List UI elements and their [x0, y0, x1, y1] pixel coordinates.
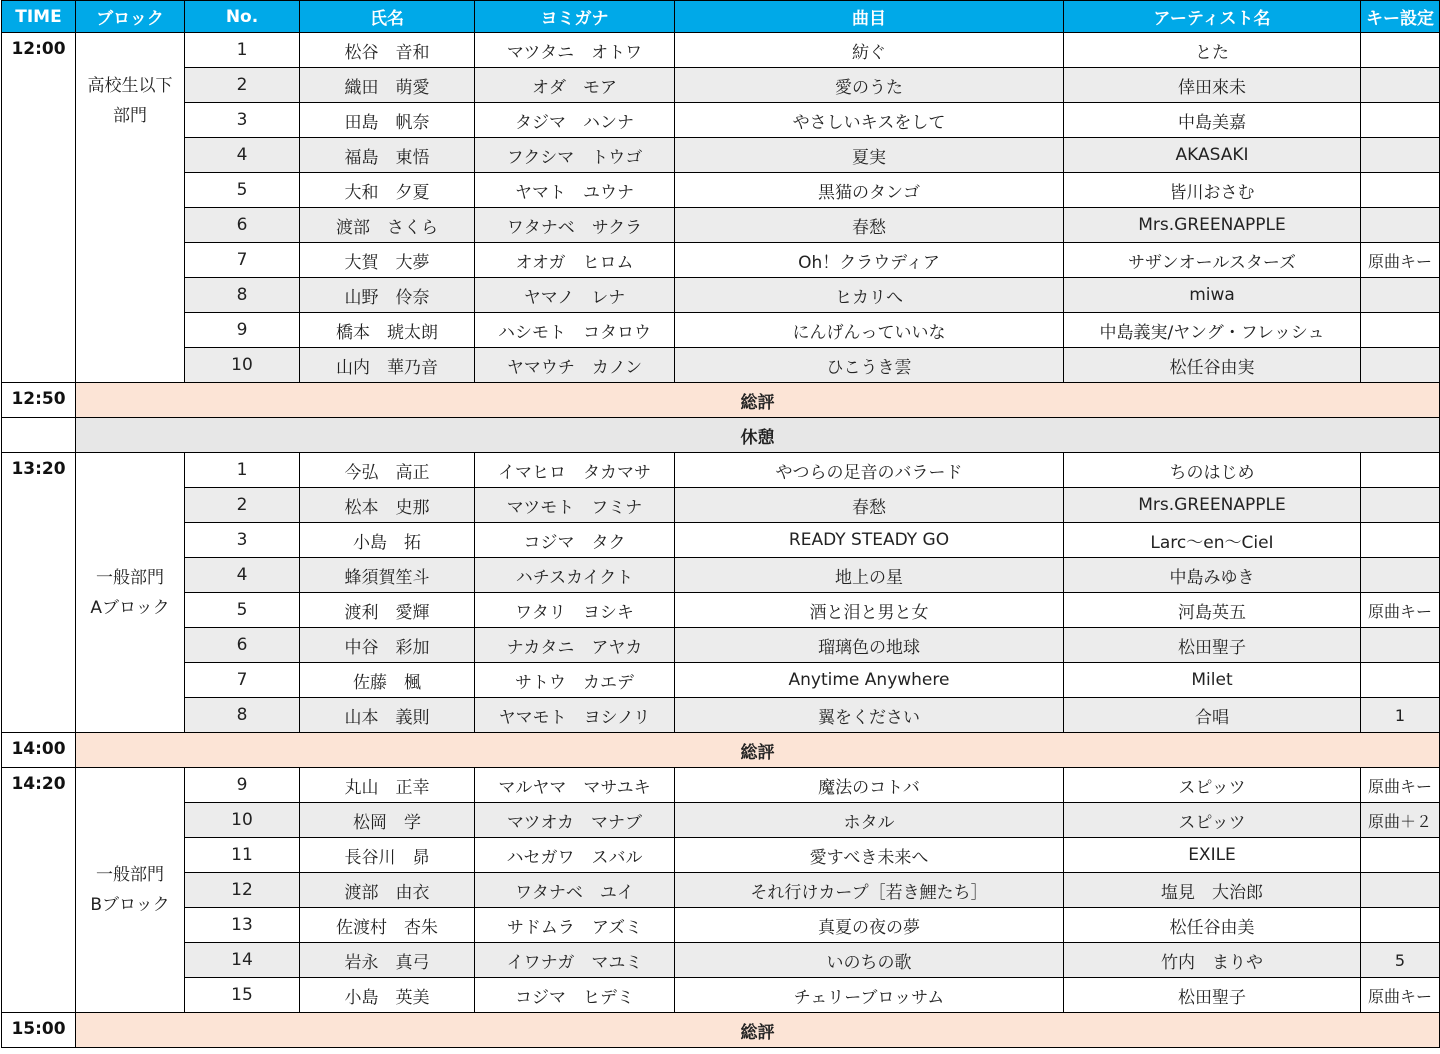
time-cell: 13:20: [2, 453, 76, 733]
song-cell: やつらの足音のバラード: [675, 453, 1064, 488]
table-row: [2, 593, 1440, 628]
kana-cell: フクシマ トウゴ: [475, 138, 675, 173]
key-cell: [1361, 278, 1440, 313]
kana-cell: マツタニ オトワ: [475, 33, 675, 68]
name-cell: 小島 英美: [300, 978, 475, 1013]
table-row: [2, 208, 1440, 243]
song-cell: いのちの歌: [675, 943, 1064, 978]
artist-cell: 中島みゆき: [1064, 558, 1361, 593]
kana-cell: マルヤマ マサユキ: [475, 768, 675, 803]
artist-cell: Larc～en～CieI: [1064, 523, 1361, 558]
key-cell: [1361, 628, 1440, 663]
no-cell: 5: [185, 173, 300, 208]
review-label: 総評: [76, 733, 1440, 768]
song-cell: ホタル: [675, 803, 1064, 838]
no-cell: 5: [185, 593, 300, 628]
song-cell: 黒猫のタンゴ: [675, 173, 1064, 208]
artist-cell: AKASAKI: [1064, 138, 1361, 173]
kana-cell: ワタナベ サクラ: [475, 208, 675, 243]
header-song: 曲目: [675, 1, 1064, 33]
key-cell: [1361, 523, 1440, 558]
name-cell: 山内 華乃音: [300, 348, 475, 383]
table-row: [2, 628, 1440, 663]
key-cell: [1361, 558, 1440, 593]
table-row: [2, 908, 1440, 943]
header-row: [2, 1, 1440, 33]
artist-cell: 松田聖子: [1064, 978, 1361, 1013]
no-cell: 2: [185, 488, 300, 523]
kana-cell: イワナガ マユミ: [475, 943, 675, 978]
kana-cell: タジマ ハンナ: [475, 103, 675, 138]
table-row: [2, 803, 1440, 838]
name-cell: 山野 伶奈: [300, 278, 475, 313]
song-cell: チェリーブロッサム: [675, 978, 1064, 1013]
song-cell: 愛すべき未来へ: [675, 838, 1064, 873]
no-cell: 9: [185, 768, 300, 803]
name-cell: 蜂須賀笙斗: [300, 558, 475, 593]
header-kana: ヨミガナ: [475, 1, 675, 33]
name-cell: 松谷 音和: [300, 33, 475, 68]
no-cell: 10: [185, 348, 300, 383]
block-label-line: 部門: [113, 106, 147, 126]
song-cell: ひこうき雲: [675, 348, 1064, 383]
no-cell: 8: [185, 698, 300, 733]
table-row: [2, 453, 1440, 488]
block-cell: [76, 768, 185, 1013]
kana-cell: ワタリ ヨシキ: [475, 593, 675, 628]
kana-cell: ハシモト コタロウ: [475, 313, 675, 348]
key-cell: 1: [1361, 698, 1440, 733]
song-cell: 春愁: [675, 208, 1064, 243]
block-label-line: 高校生以下: [87, 76, 173, 96]
song-cell: 酒と泪と男と女: [675, 593, 1064, 628]
key-cell: [1361, 313, 1440, 348]
no-cell: 10: [185, 803, 300, 838]
artist-cell: 皆川おさむ: [1064, 173, 1361, 208]
no-cell: 11: [185, 838, 300, 873]
kana-cell: ワタナベ ユイ: [475, 873, 675, 908]
table-row: [2, 488, 1440, 523]
song-cell: Anytime Anywhere: [675, 663, 1064, 698]
table-row: [2, 663, 1440, 698]
name-cell: 渡部 さくら: [300, 208, 475, 243]
time-cell: 15:00: [2, 1013, 76, 1048]
key-cell: 原曲＋２: [1361, 803, 1440, 838]
key-cell: [1361, 873, 1440, 908]
key-cell: [1361, 453, 1440, 488]
header-no: No.: [185, 1, 300, 33]
name-cell: 大賀 大夢: [300, 243, 475, 278]
kana-cell: サトウ カエデ: [475, 663, 675, 698]
header-time: TIME: [2, 1, 76, 33]
key-cell: [1361, 908, 1440, 943]
header-block: ブロック: [76, 1, 185, 33]
block-label-line: Aブロック: [90, 597, 170, 618]
no-cell: 4: [185, 558, 300, 593]
review-label: 総評: [76, 383, 1440, 418]
artist-cell: 河島英五: [1064, 593, 1361, 628]
name-cell: 福島 東悟: [300, 138, 475, 173]
artist-cell: EXILE: [1064, 838, 1361, 873]
artist-cell: 合唱: [1064, 698, 1361, 733]
artist-cell: Milet: [1064, 663, 1361, 698]
song-cell: ヒカリへ: [675, 278, 1064, 313]
schedule-body: [2, 33, 1440, 1048]
kana-cell: コジマ ヒデミ: [475, 978, 675, 1013]
song-cell: Oh！クラウディア: [675, 243, 1064, 278]
no-cell: 13: [185, 908, 300, 943]
table-row: [2, 558, 1440, 593]
key-cell: [1361, 33, 1440, 68]
no-cell: 6: [185, 208, 300, 243]
review-row: [2, 383, 1440, 418]
table-row: [2, 138, 1440, 173]
song-cell: 地上の星: [675, 558, 1064, 593]
break-label: 休憩: [76, 418, 1440, 453]
table-row: [2, 173, 1440, 208]
table-row: [2, 768, 1440, 803]
table-row: [2, 873, 1440, 908]
no-cell: 1: [185, 33, 300, 68]
name-cell: 大和 夕夏: [300, 173, 475, 208]
name-cell: 渡部 由衣: [300, 873, 475, 908]
name-cell: 松岡 学: [300, 803, 475, 838]
table-row: [2, 243, 1440, 278]
kana-cell: コジマ タク: [475, 523, 675, 558]
song-cell: やさしいキスをして: [675, 103, 1064, 138]
kana-cell: マツオカ マナブ: [475, 803, 675, 838]
header-artist: アーティスト名: [1064, 1, 1361, 33]
time-cell: 12:00: [2, 33, 76, 383]
header-name: 氏名: [300, 1, 475, 33]
no-cell: 2: [185, 68, 300, 103]
key-cell: [1361, 488, 1440, 523]
schedule-table: [1, 0, 1440, 1048]
no-cell: 12: [185, 873, 300, 908]
kana-cell: ハセガワ スバル: [475, 838, 675, 873]
kana-cell: ヤマウチ カノン: [475, 348, 675, 383]
time-cell: 14:20: [2, 768, 76, 1013]
no-cell: 7: [185, 243, 300, 278]
table-row: [2, 348, 1440, 383]
name-cell: 中谷 彩加: [300, 628, 475, 663]
artist-cell: サザンオールスターズ: [1064, 243, 1361, 278]
key-cell: [1361, 663, 1440, 698]
name-cell: 渡利 愛輝: [300, 593, 475, 628]
artist-cell: 松任谷由美: [1064, 908, 1361, 943]
name-cell: 長谷川 昴: [300, 838, 475, 873]
kana-cell: オダ モア: [475, 68, 675, 103]
kana-cell: ナカタニ アヤカ: [475, 628, 675, 663]
artist-cell: Mrs.GREENAPPLE: [1064, 488, 1361, 523]
artist-cell: 倖田來未: [1064, 68, 1361, 103]
artist-cell: Mrs.GREENAPPLE: [1064, 208, 1361, 243]
song-cell: 春愁: [675, 488, 1064, 523]
no-cell: 14: [185, 943, 300, 978]
key-cell: 原曲キー: [1361, 243, 1440, 278]
key-cell: [1361, 138, 1440, 173]
artist-cell: miwa: [1064, 278, 1361, 313]
no-cell: 9: [185, 313, 300, 348]
artist-cell: スピッツ: [1064, 803, 1361, 838]
table-row: [2, 943, 1440, 978]
kana-cell: オオガ ヒロム: [475, 243, 675, 278]
kana-cell: ハチスカイクト: [475, 558, 675, 593]
table-row: [2, 698, 1440, 733]
artist-cell: 中島義実/ヤング・フレッシュ: [1064, 313, 1361, 348]
block-label-line: 一般部門: [96, 865, 164, 885]
time-cell: [2, 418, 76, 453]
song-cell: 翼をください: [675, 698, 1064, 733]
key-cell: [1361, 348, 1440, 383]
table-row: [2, 838, 1440, 873]
key-cell: [1361, 173, 1440, 208]
no-cell: 1: [185, 453, 300, 488]
song-cell: それ行けカープ［若き鯉たち］: [675, 873, 1064, 908]
block-cell: [76, 453, 185, 733]
table-row: [2, 278, 1440, 313]
key-cell: [1361, 103, 1440, 138]
table-row: [2, 523, 1440, 558]
kana-cell: サドムラ アズミ: [475, 908, 675, 943]
review-row: [2, 1013, 1440, 1048]
artist-cell: 中島美嘉: [1064, 103, 1361, 138]
no-cell: 6: [185, 628, 300, 663]
song-cell: READY STEADY GO: [675, 523, 1064, 558]
kana-cell: ヤマト ユウナ: [475, 173, 675, 208]
name-cell: 岩永 真弓: [300, 943, 475, 978]
block-label-line: Bブロック: [90, 895, 170, 915]
name-cell: 松本 史那: [300, 488, 475, 523]
table-row: [2, 33, 1440, 68]
song-cell: 夏実: [675, 138, 1064, 173]
no-cell: 4: [185, 138, 300, 173]
song-cell: 真夏の夜の夢: [675, 908, 1064, 943]
name-cell: 丸山 正幸: [300, 768, 475, 803]
key-cell: 原曲キー: [1361, 768, 1440, 803]
no-cell: 15: [185, 978, 300, 1013]
table-row: [2, 978, 1440, 1013]
song-cell: 紡ぐ: [675, 33, 1064, 68]
no-cell: 7: [185, 663, 300, 698]
table-row: [2, 103, 1440, 138]
no-cell: 8: [185, 278, 300, 313]
artist-cell: 松田聖子: [1064, 628, 1361, 663]
kana-cell: ヤマノ レナ: [475, 278, 675, 313]
time-cell: 12:50: [2, 383, 76, 418]
name-cell: 織田 萌愛: [300, 68, 475, 103]
no-cell: 3: [185, 103, 300, 138]
kana-cell: イマヒロ タカマサ: [475, 453, 675, 488]
artist-cell: 竹内 まりや: [1064, 943, 1361, 978]
header-key: キー設定: [1361, 1, 1440, 33]
artist-cell: 松任谷由実: [1064, 348, 1361, 383]
song-cell: 魔法のコトバ: [675, 768, 1064, 803]
key-cell: [1361, 208, 1440, 243]
time-cell: 14:00: [2, 733, 76, 768]
name-cell: 小島 拓: [300, 523, 475, 558]
block-cell: [76, 33, 185, 383]
key-cell: [1361, 838, 1440, 873]
kana-cell: ヤマモト ヨシノリ: [475, 698, 675, 733]
review-row: [2, 733, 1440, 768]
block-label-line: 一般部門: [96, 567, 164, 588]
key-cell: 5: [1361, 943, 1440, 978]
name-cell: 田島 帆奈: [300, 103, 475, 138]
song-cell: 愛のうた: [675, 68, 1064, 103]
key-cell: [1361, 68, 1440, 103]
table-row: [2, 313, 1440, 348]
key-cell: 原曲キー: [1361, 978, 1440, 1013]
no-cell: 3: [185, 523, 300, 558]
review-label: 総評: [76, 1013, 1440, 1048]
artist-cell: とた: [1064, 33, 1361, 68]
song-cell: にんげんっていいな: [675, 313, 1064, 348]
artist-cell: 塩見 大治郎: [1064, 873, 1361, 908]
song-cell: 瑠璃色の地球: [675, 628, 1064, 663]
artist-cell: ちのはじめ: [1064, 453, 1361, 488]
artist-cell: スピッツ: [1064, 768, 1361, 803]
name-cell: 山本 義則: [300, 698, 475, 733]
kana-cell: マツモト フミナ: [475, 488, 675, 523]
table-row: [2, 68, 1440, 103]
name-cell: 佐渡村 杏朱: [300, 908, 475, 943]
name-cell: 今弘 高正: [300, 453, 475, 488]
break-row: [2, 418, 1440, 453]
key-cell: 原曲キー: [1361, 593, 1440, 628]
name-cell: 橋本 琥太朗: [300, 313, 475, 348]
name-cell: 佐藤 楓: [300, 663, 475, 698]
